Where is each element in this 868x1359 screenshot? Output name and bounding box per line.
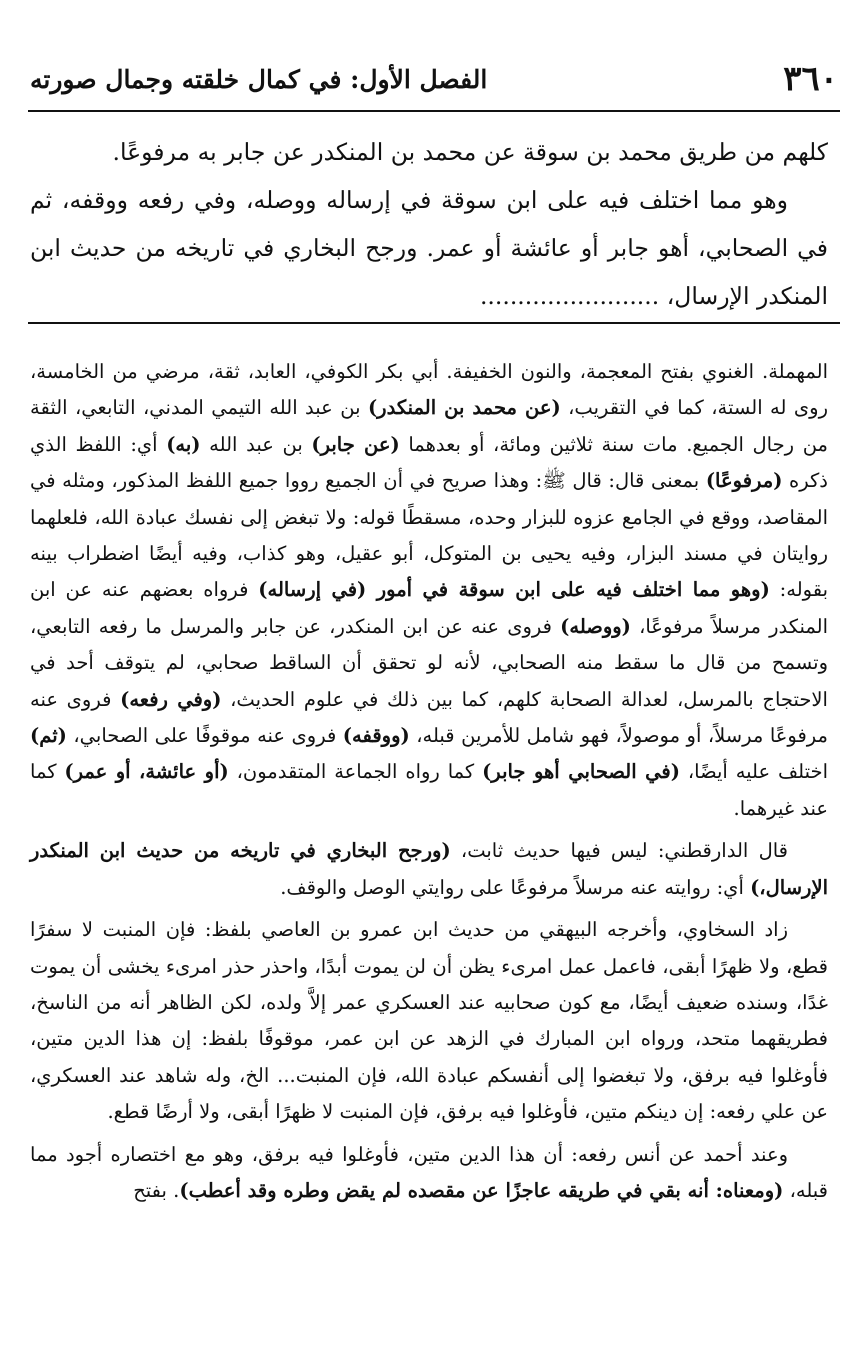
text-run: بن عبد الله — [200, 432, 312, 456]
bold-quote: (وهو مما اختلف فيه على ابن سوقة في أمور (في إرساله) — [258, 578, 770, 602]
commentary-paragraph-1 — [30, 354, 828, 827]
chapter-title: الفصل الأول: في كمال خلقته وجمال صورته — [30, 64, 488, 94]
text-run: فروى عنه موقوفًا على الصحابي، — [66, 724, 343, 748]
commentary-paragraph-2 — [30, 833, 828, 906]
bold-quote: (وفي رفعه) — [120, 687, 222, 711]
bold-quote: (في الصحابي أهو جابر) — [482, 760, 680, 784]
text-run: كما رواه الجماعة المتقدمون، — [228, 760, 483, 784]
commentary-paragraph-3: زاد السخاوي، وأخرجه البيهقي من حديث ابن عمرو بن العاصي بلفظ: فإن المنبت لا سفرًا قطع، ولا ظهرًا أبقى، فاعمل عمل امرىء يظن أن لن يموت أبدًا، واحذر حذر امرىء يخشى أن يموت غدًا، وسنده ضعيف أيضًا، مع كون صحابيه عند العسكري عمر إلاَّ ولده، لكن الظاهر أنه من الناسخ، فطريقهما متحد، ورواه ابن المبارك في الزهد عن ابن عمر، موقوفًا بلفظ: إن هذا الدين متين، فأوغلوا فيه برفق، ولا تبغضوا إلى أنفسكم عبادة الله، فإن المنبت... الخ، وله شاهد عند العسكري، عن علي رفعه: إن دينكم متين، فأوغلوا فيه برفق، فإن المنبت لا ظهرًا أبقى، ولا أرضًا قطع. — [30, 918, 828, 1124]
commentary-paragraph-4 — [30, 1137, 828, 1210]
bold-quote: (عن جابر) — [311, 432, 400, 456]
matn-text — [30, 128, 828, 320]
text-run: . بفتح — [133, 1178, 180, 1202]
page-number: ٣٦٠ — [783, 59, 838, 99]
text-run: قال الدارقطني: ليس فيها حديث ثابت، — [450, 839, 788, 863]
text-run: كما عند غيرهما. — [30, 760, 828, 820]
bold-quote: (عن محمد بن المنكدر) — [367, 396, 561, 420]
text-run: اختلف عليه أيضًا، — [679, 760, 828, 784]
text-run: أي: روايته عنه مرسلاً مرفوعًا على روايتي الوصل والوقف. — [280, 875, 751, 899]
text-run: فروى عنه مرفوعًا مرسلاً، أو موصولاً، فهو شامل للأمرين قبله، — [30, 687, 828, 748]
bold-quote: (ووصله) — [560, 614, 631, 638]
text-run: بن عبد الله التيمي المدني، التابعي، الثقة من رجال الجميع. مات سنة ثلاثين ومائة، أو بعدهما — [30, 396, 829, 456]
ellipsis-dots: ........................ — [479, 282, 660, 310]
text-run: وعند أحمد عن أنس رفعه: أن هذا الدين متين، فأوغلوا فيه برفق، وهو مع اختصاره أجود مما قبله، — [30, 1142, 828, 1202]
text-run: بمعنى قال: قال ﷺ: وهذا صريح في أن الجميع رووا جميع اللفظ المذكور، ومثله في المقاصد، ووقع في الجامع عزوه للبزار وحده، مسقطًا قوله: ولا تبغض إلى نفسك عبادة الله، فلعلهما روايتان في مسند البزار، وفيه يحيى بن المتوكل، أبو عقيل، وهو كذاب، وفيه أيضًا اضطراب بينه بقوله: — [30, 469, 829, 602]
bold-quote: (ووقفه) — [342, 724, 410, 748]
page-header — [30, 50, 838, 108]
bold-quote: (أو عائشة، أو عمر) — [64, 760, 229, 784]
bold-quote: (مرفوعًا) — [705, 469, 783, 493]
matn-paragraph-2-text: وهو مما اختلف فيه على ابن سوقة في إرساله ووصله، وفي رفعه ووقفه، ثم في الصحابي، أهو جابر أو عائشة أو عمر. ورجح البخاري في تاريخه من حديث ابن المنكدر الإرسال، — [30, 186, 828, 310]
bold-quote: (به) — [166, 432, 201, 456]
matn-paragraph-2 — [30, 176, 828, 320]
text-run: فرواه بعضهم عنه عن ابن المنكدر مرسلاً مرفوعًا، — [30, 578, 829, 638]
text-run: المهملة. الغنوي بفتح المعجمة، والنون الخفيفة. أبي بكر الكوفي، العابد، ثقة، مرضي من الخامسة، روى له الستة، كما في التقريب، — [30, 360, 828, 420]
header-rule — [28, 110, 840, 112]
matn-paragraph-1: كلهم من طريق محمد بن سوقة عن محمد بن المنكدر عن جابر به مرفوعًا. — [112, 138, 828, 166]
section-divider — [28, 322, 840, 324]
bold-quote: (ورجح البخاري في تاريخه من حديث ابن المنكدر الإرسال،) — [30, 839, 828, 899]
text-run: أي: اللفظ الذي ذكره — [30, 432, 828, 493]
commentary-text — [30, 354, 828, 1209]
bold-quote: (ومعناه: أنه بقي في طريقه عاجزًا عن مقصده لم يقض وطره وقد أعطب) — [179, 1178, 784, 1202]
bold-quote: (ثم) — [30, 724, 67, 748]
text-run: فروى عنه عن ابن المنكدر، عن جابر والمرسل ما رفعه التابعي، وتسمح من قال ما سقط منه الصحابي، لأنه لو تحقق أن الساقط صحابي، لم يتوقف أحد في الاحتجاج بالمرسل، لعدالة الصحابة كلهم، كما بين ذلك في علوم الحديث، — [30, 614, 828, 711]
